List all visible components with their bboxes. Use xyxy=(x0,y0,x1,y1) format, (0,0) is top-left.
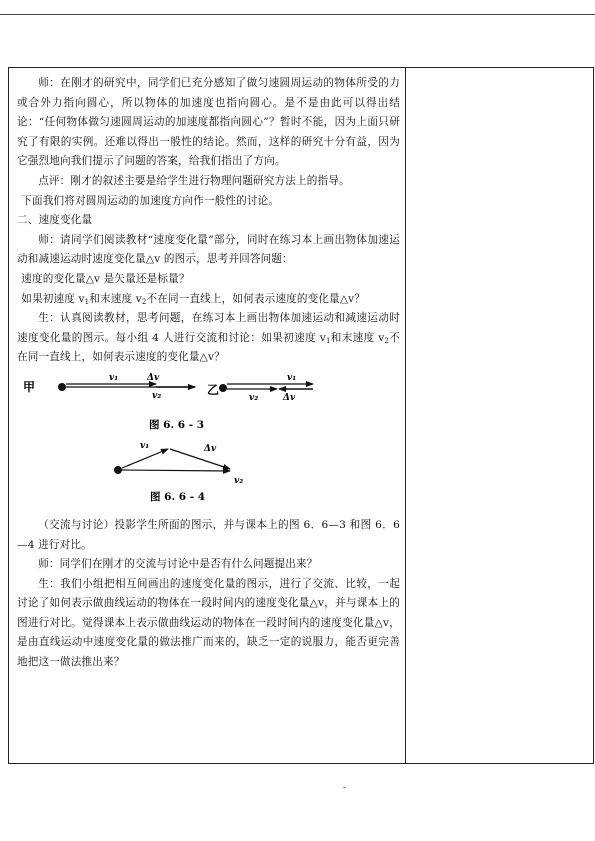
label-v2-jia: v₂ xyxy=(152,390,162,401)
paragraph-teacher-intro: 师：在刚才的研究中，同学们已充分感知了做匀速圆周运动的物体所受的力或合外力指向圆心，所以物体的加速度也指向圆心。是不是由此可以得出结论：“任何物体做匀速圆周运动的加速度都指向圆心”？暂时不能，因为上面只研究了有限的实例。还难以得出一般性的结论。然而，这样的研究十分有益，因为它强烈地向我们提示了问题的答案，给我们指出了方向。 xyxy=(17,77,400,168)
sub-1: 1 xyxy=(84,297,90,306)
paragraph-teacher-question: 师：同学们在刚才的交流与讨论中是否有什么问题提出来？ xyxy=(38,558,318,571)
label-v2-curve: v₂ xyxy=(234,475,244,486)
velocity-diagrams xyxy=(17,368,400,516)
q-text-c: 不在同一直线上，如何表示速度的变化量△v？ xyxy=(146,292,366,305)
column-divider xyxy=(405,68,406,763)
arrow-dv-curve xyxy=(170,449,230,469)
arrow-v1-curve xyxy=(122,449,168,468)
paragraph-projection: （交流与讨论）投影学生所面的图示，并与课本上的图 6．6—3 和图 6．6—4 进行对比。 xyxy=(17,518,400,551)
s-text-b: 和末速度 v xyxy=(330,331,385,344)
paragraph-teacher-task: 师：请同学们阅读教材“速度变化量”部分，同时在练习本上画出物体加速运动和减速运动时速度变化量△v 的图示，思考并回答问题： xyxy=(17,233,400,266)
label-v1-yi: v₁ xyxy=(287,372,297,383)
q-text-a: 如果初速度 v xyxy=(21,292,85,305)
footer-mark: - xyxy=(343,783,347,793)
caption-fig-6-6-4: 图 6. 6 - 4 xyxy=(150,490,206,503)
label-jia: 甲 xyxy=(23,379,36,394)
paragraph-student-reply: 生：我们小组把相互间画出的速度变化量的图示，进行了交流、比较，一起讨论了如何表示做曲线运动的物体在一段时间内的速度变化量△v，并与课本上的图进行对比。觉得课本上表示做曲线运动的物体在一段时间内的速度变化量△v，是由直线运动中速度变化量的做法推广而来的，缺乏一定的说服力，能否更完善地把这一做法推出来？ xyxy=(17,577,400,669)
caption-fig-6-6-3: 图 6. 6 - 3 xyxy=(149,418,205,431)
sub-1: 1 xyxy=(325,336,331,345)
label-dv-curve: Δv xyxy=(204,443,217,454)
label-v1-curve: v₁ xyxy=(140,440,150,451)
q-text-b: 和末速度 v xyxy=(89,292,142,305)
figure-area xyxy=(17,368,400,516)
label-dv-yi: Δv xyxy=(283,392,296,403)
paragraph-student-activity xyxy=(17,309,400,368)
sub-2: 2 xyxy=(141,297,147,306)
section-heading: 二、速度变化量 xyxy=(17,214,93,227)
main-cell xyxy=(17,74,400,673)
object-dot-yi xyxy=(219,384,227,392)
arrow-v2-curve xyxy=(122,470,230,471)
sub-2: 2 xyxy=(384,336,390,345)
object-dot-curve xyxy=(114,466,122,474)
label-v1-jia: v₁ xyxy=(109,372,119,383)
paragraph-transition: 下面我们将对圆周运动的加速度方向作一般性的讨论。 xyxy=(21,194,280,207)
question-direction xyxy=(17,290,400,310)
content-table xyxy=(8,67,594,764)
object-dot-jia xyxy=(58,383,66,391)
question-vector: 速度的变化量△v 是矢量还是标量？ xyxy=(21,272,190,285)
paragraph-comment: 点评：刚才的叙述主要是给学生进行物理问题研究方法上的指导。 xyxy=(38,174,350,187)
label-yi: 乙 xyxy=(207,382,220,397)
s-text-a: 生：认真阅读教材，思考问题，在练习本上画出物体加速运动和减速运动时速度变化量的图示。每小组 4 人进行交流和讨论：如果初速度 v xyxy=(17,312,400,344)
s-text-c: 不在同一直线上，如何表示速度的变化量△v？ xyxy=(17,331,400,364)
header-rule xyxy=(0,14,595,15)
label-dv-jia: Δv xyxy=(147,372,160,383)
label-v2-yi: v₂ xyxy=(249,392,259,403)
